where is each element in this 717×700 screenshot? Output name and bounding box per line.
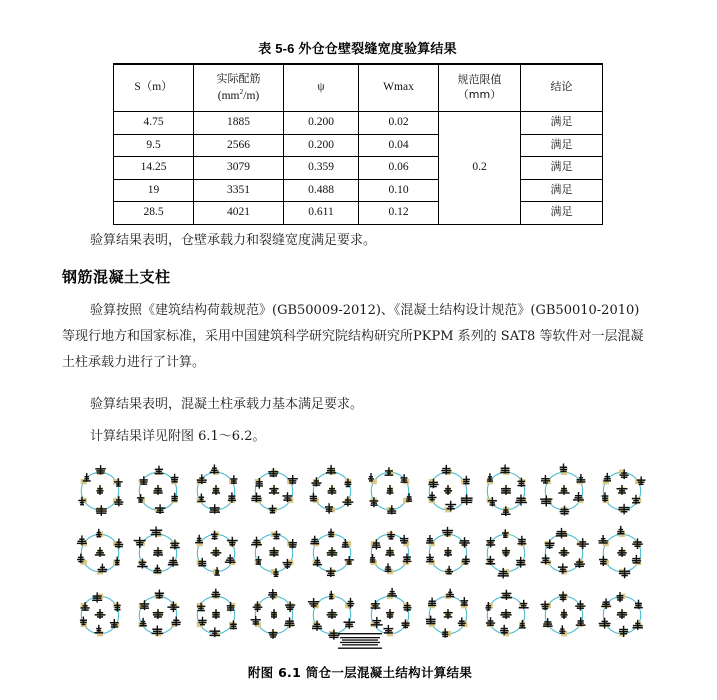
cell-psi: 0.611	[284, 202, 359, 225]
figure-caption: 附图 6.1 筒仓一层混凝土结构计算结果	[247, 665, 473, 680]
cell-wmax: 0.06	[359, 157, 439, 180]
header-label-psi: ψ	[317, 81, 325, 94]
rebar-unit-post: /m)	[243, 89, 260, 102]
cell-rebar: 3079	[194, 157, 284, 180]
figure-6-1-block	[60, 455, 660, 700]
cell-wmax: 0.12	[359, 202, 439, 225]
header-label-limit-line1: 规范限值	[457, 73, 502, 87]
paragraph-wall-result	[62, 228, 642, 254]
table-header-row	[114, 64, 603, 112]
cell-s: 14.25	[114, 157, 194, 180]
cell-wmax: 0.04	[359, 134, 439, 157]
cell-conclusion: 满足	[521, 179, 603, 202]
table-5-6-block	[113, 38, 602, 225]
cell-rebar: 3351	[194, 179, 284, 202]
silo-structural-plan-diagram	[60, 455, 660, 660]
table-row	[114, 157, 603, 180]
cell-conclusion: 满足	[521, 157, 603, 180]
paragraph-standards	[62, 298, 647, 376]
header-cell-s	[114, 64, 194, 112]
header-cell-rebar	[194, 64, 284, 112]
paragraph-standards-text: 验算按照《建筑结构荷载规范》(GB50009-2012)、《混凝土结构设计规范》(GB50010-2010)等现行地方和国家标准，采用中国建筑科学研究院结构研究所PKPM 系列的 SAT8 等软件对一层混凝土柱承载力进行了计算。	[62, 303, 644, 370]
paragraph-see-figure-text: 计算结果详见附图 6.1～6.2。	[90, 429, 266, 444]
rebar-unit-sup: 2	[239, 86, 244, 96]
cell-s: 4.75	[114, 112, 194, 135]
header-label-wmax: Wmax	[383, 81, 414, 94]
cell-psi: 0.488	[284, 179, 359, 202]
header-label-conclusion: 结论	[550, 80, 573, 94]
cell-s: 28.5	[114, 202, 194, 225]
cell-psi: 0.200	[284, 112, 359, 135]
header-label-rebar-line2	[195, 87, 282, 104]
cell-psi: 0.200	[284, 134, 359, 157]
cell-limit-merged: 0.2	[439, 112, 521, 225]
table-header	[114, 64, 603, 112]
cell-psi: 0.359	[284, 157, 359, 180]
header-cell-conclusion	[521, 64, 603, 112]
cell-wmax: 0.02	[359, 112, 439, 135]
table-row	[114, 112, 603, 135]
cell-conclusion: 满足	[521, 202, 603, 225]
table-row	[114, 134, 603, 157]
header-cell-wmax	[359, 64, 439, 112]
cell-s: 19	[114, 179, 194, 202]
cell-rebar: 4021	[194, 202, 284, 225]
table-row	[114, 179, 603, 202]
cell-rebar: 1885	[194, 112, 284, 135]
cell-wmax: 0.10	[359, 179, 439, 202]
cell-conclusion: 满足	[521, 112, 603, 135]
section-heading-concrete-column: 钢筋混凝土支柱	[62, 268, 171, 286]
table-title: 表 5-6 外仓仓壁裂缝宽度验算结果	[258, 41, 457, 56]
paragraph-column-result-text: 验算结果表明，混凝土柱承载力基本满足要求。	[90, 397, 364, 412]
paragraph-see-figure	[62, 424, 642, 450]
cell-conclusion: 满足	[521, 134, 603, 157]
cell-rebar: 2566	[194, 134, 284, 157]
paragraph-wall-result-text: 验算结果表明，仓壁承载力和裂缝宽度满足要求。	[90, 233, 377, 248]
header-cell-limit	[439, 64, 521, 112]
cell-s: 9.5	[114, 134, 194, 157]
header-cell-psi	[284, 64, 359, 112]
header-label-s: S（m）	[134, 81, 173, 94]
table-row	[114, 202, 603, 225]
header-label-rebar-line1: 实际配筋	[216, 71, 261, 85]
rebar-unit-pre: (mm	[217, 89, 240, 102]
paragraph-column-result	[62, 392, 642, 418]
table-body	[114, 112, 603, 225]
header-label-limit-line2: （mm）	[457, 88, 502, 101]
crack-width-table	[113, 63, 603, 225]
